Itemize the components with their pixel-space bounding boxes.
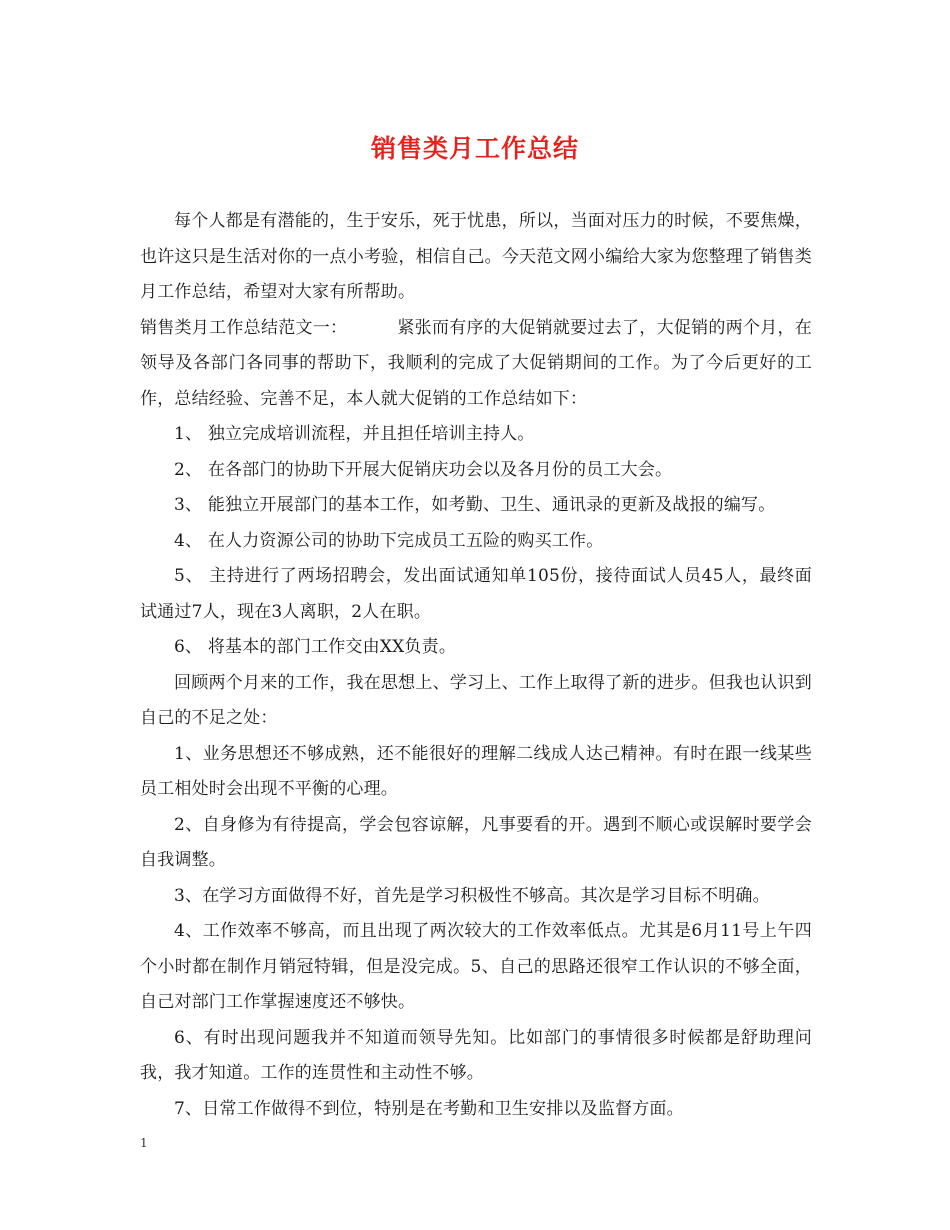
intro-paragraph: 每个人都是有潜能的，生于安乐，死于忧患，所以，当面对压力的时候，不要焦燥，也许这只是生活对你的一点小考验，相信自己。今天范文网小编给大家为您整理了销售类月工作总结，希望对大家有所帮助。 <box>140 211 812 302</box>
shortcoming-item: 2、自身修为有待提高，学会包容谅解，凡事要看的开。遇到不顺心或误解时要学会自我调整。 <box>140 814 812 870</box>
document-body <box>140 204 812 1127</box>
shortcoming-item: 3、在学习方面做得不好，首先是学习积极性不够高。其次是学习目标不明确。 <box>174 885 770 906</box>
achievement-item: 2、 在各部门的协助下开展大促销庆功会以及各月份的员工大会。 <box>174 459 673 480</box>
shortcoming-item: 4、工作效率不够高，而且出现了两次较大的工作效率低点。尤其是6月11号上午四个小时都在制作月销冠特辑，但是没完成。5、自己的思路还很窄工作认识的不够全面，自己对部门工作掌握速度还不够快。 <box>140 921 812 1012</box>
sample-label: 销售类月工作总结范文一： <box>140 317 348 338</box>
achievement-item: 3、 能独立开展部门的基本工作，如考勤、卫生、通讯录的更新及战报的编写。 <box>174 495 776 515</box>
sample-text: 紧张而有序的大促销就要过去了，大促销的两个月，在领导及各部门各同事的帮助下，我顺利的完成了大促销期间的工作。为了今后更好的工作，总结经验、完善不足，本人就大促销的工作总结如下： <box>140 317 812 409</box>
shortcoming-item: 7、日常工作做得不到位，特别是在考勤和卫生安排以及监督方面。 <box>174 1098 684 1119</box>
review-paragraph: 回顾两个月来的工作，我在思想上、学习上、工作上取得了新的进步。但我也认识到自己的不足之处： <box>140 672 812 728</box>
achievement-item: 4、 在人力资源公司的协助下完成员工五险的购买工作。 <box>174 530 604 551</box>
sample-paragraph <box>140 311 812 418</box>
document-title: 销售类月工作总结 <box>370 134 579 163</box>
achievement-item: 5、 主持进行了两场招聘会，发出面试通知单105份，接待面试人员45人，最终面试通过7人，现在3人离职，2人在职。 <box>140 566 812 622</box>
shortcoming-item: 1、业务思想还不够成熟，还不能很好的理解二线成人达己精神。有时在跟一线某些员工相处时会出现不平衡的心理。 <box>140 743 812 799</box>
achievement-item: 6、 将基本的部门工作交由XX负责。 <box>174 637 457 657</box>
shortcoming-item: 6、有时出现问题我并不知道而领导先知。比如部门的事情很多时候都是舒助理问我，我才知道。工作的连贯性和主动性不够。 <box>140 1027 812 1083</box>
page-number: 1 <box>140 1136 148 1150</box>
achievement-item: 1、 独立完成培训流程，并且担任培训主持人。 <box>174 424 535 444</box>
